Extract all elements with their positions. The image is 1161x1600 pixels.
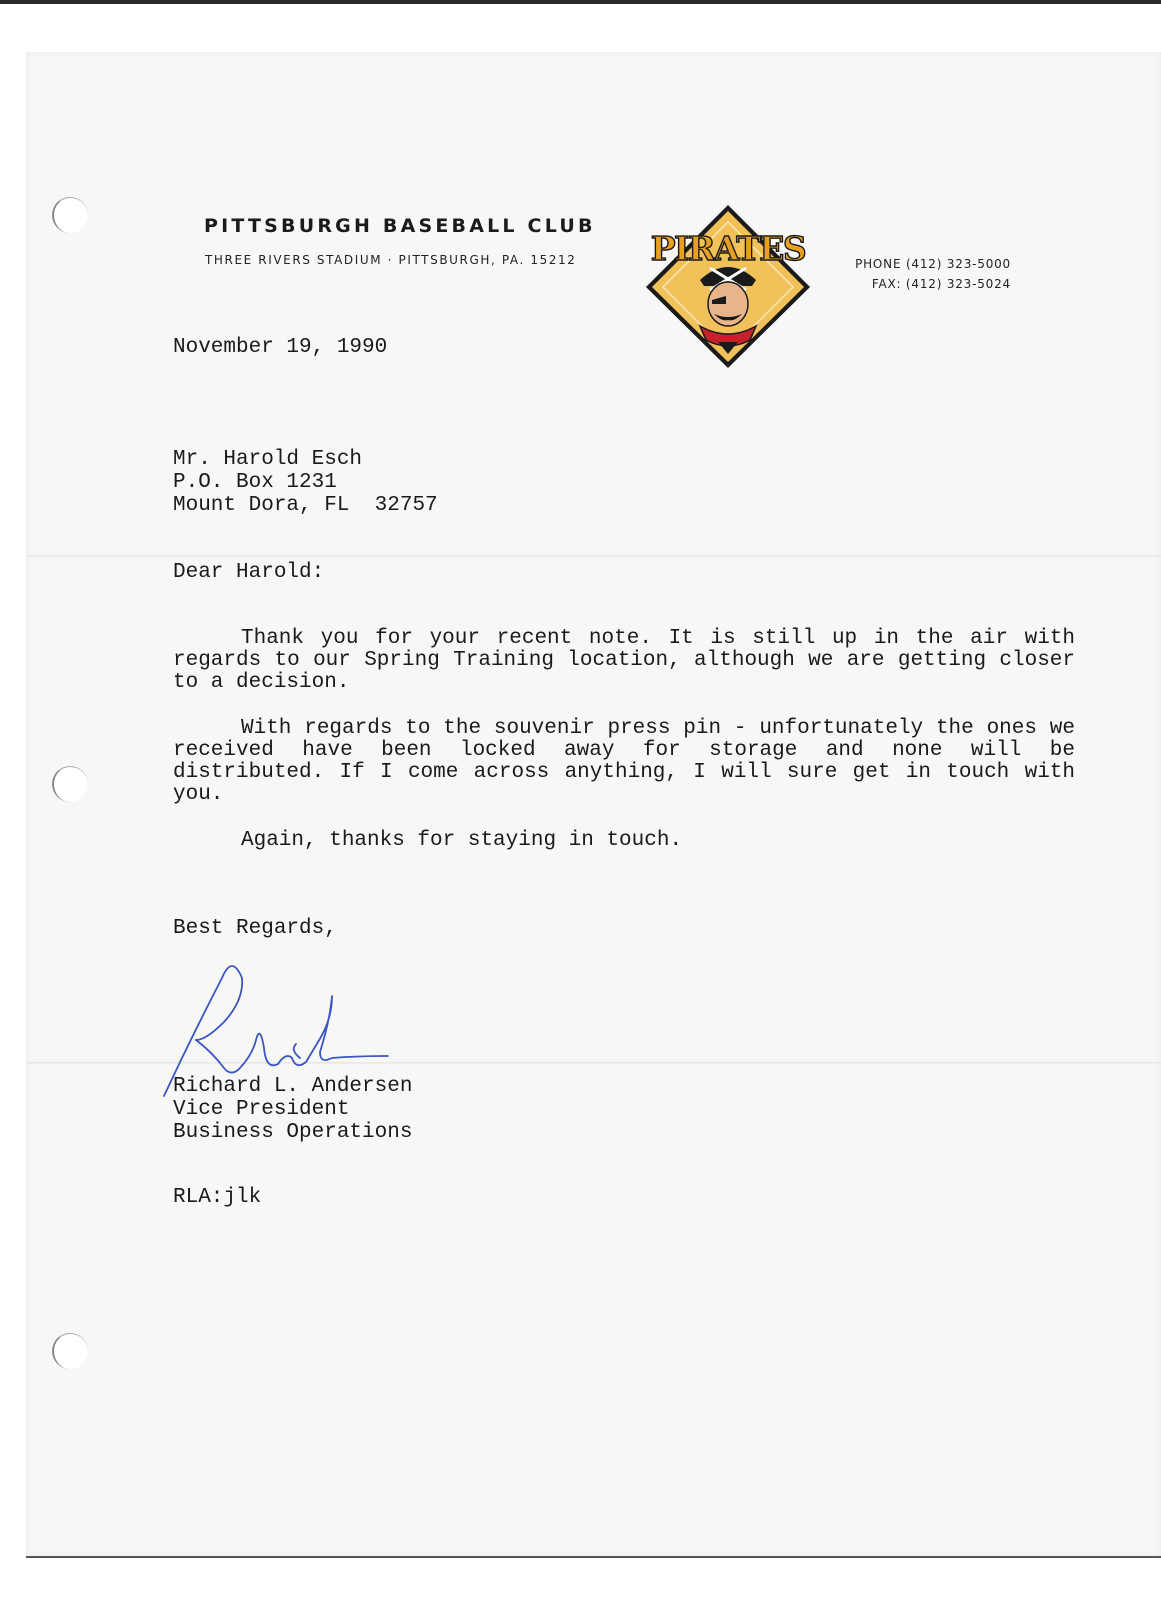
punch-hole (52, 197, 88, 233)
recipient-name: Mr. Harold Esch (173, 448, 363, 471)
reference-initials: RLA:jlk (173, 1186, 262, 1209)
closing: Best Regards, (173, 917, 337, 940)
letterhead-fax: FAX: (412) 323-5024 (871, 277, 1011, 291)
body-paragraph-text: Thank you for your recent note. It is still up in the air with regards to our Spring Training location, although we are getting closer to a decision. (173, 627, 1075, 694)
body-paragraph-text: Again, thanks for staying in touch. (241, 829, 683, 852)
signer-name: Richard L. Andersen (173, 1075, 413, 1098)
punch-hole (52, 1333, 88, 1369)
letter-date: November 19, 1990 (173, 336, 388, 359)
letterhead-phone: PHONE (412) 323-5000 (855, 257, 1011, 271)
letterhead-organization: PITTSBURGH BASEBALL CLUB (204, 215, 596, 237)
pirates-logo-icon (638, 202, 818, 372)
scan-top-edge (0, 0, 1161, 4)
body-paragraph (173, 628, 1075, 694)
salutation: Dear Harold: (173, 561, 325, 584)
signer-title: Vice President (173, 1098, 350, 1121)
punch-hole (52, 766, 88, 802)
pirates-logo-lettering: PIRATES (650, 229, 806, 268)
body-paragraph (173, 718, 1075, 806)
scan-bottom-edge (26, 1556, 1161, 1558)
recipient-address-line: P.O. Box 1231 (173, 471, 337, 494)
paper-fold (26, 555, 1161, 557)
body-paragraph-text: With regards to the souvenir press pin - unfortunately the ones we received have been locked away for storage and none will be distributed. If I come across anything, I will sure get in touch with you. (173, 717, 1075, 806)
body-paragraph (173, 830, 1075, 852)
letterhead-address: THREE RIVERS STADIUM · PITTSBURGH, PA. 15212 (205, 253, 577, 267)
recipient-address-line: Mount Dora, FL 32757 (173, 494, 438, 517)
signer-department: Business Operations (173, 1121, 413, 1144)
